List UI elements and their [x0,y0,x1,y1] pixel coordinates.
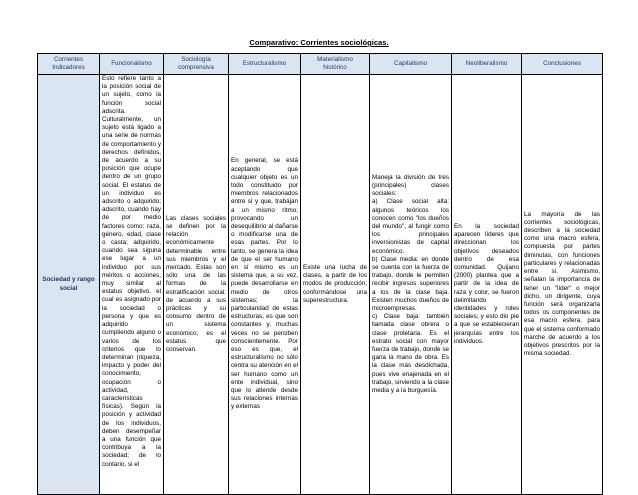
header-neoliberalismo: Neoliberalismo [452,54,522,75]
cell-materialismo-historico: Existe una lucha de clases, a partir de los modos de producción; conformándose una superestructura. [301,75,370,495]
cell-estructuralismo: En general, se está aceptando que cualquier objeto es un todo constituido por miembros relacionados entre sí y que, trabajan a un mismo ritmo; provocando un desequilibrio al dañarse o modificarse una de esas partes. Por lo tanto, se genera la idea de que el ser humano en sí mismo es un sistema que, a su vez, puede desarrollarse en medio de otros sistemas; la particularidad de estas estructuras, es que son constantes y, muchas veces no se perciben conscientemente. Por eso es que, el estructuralismo no sólo centra su atención en el ser humano como un ente individual, sino que lo atiende desde sus relaciones internas y externas [229,75,301,495]
header-capitalismo: Capitalismo [370,54,452,75]
row-label-sociedad: Sociedad y rango social [38,75,100,495]
header-row [38,54,603,75]
header-estructuralismo: Estructuralismo [229,54,301,75]
header-materialismo-historico: Materialismo histórico [301,54,370,75]
document-title: Comparativo: Corrientes sociológicas. [249,38,389,47]
header-conclusiones: Conclusiones [522,54,603,75]
header-funcionalismo: Funcionalismo [100,54,164,75]
cell-neoliberalismo: En la sociedad aparecen líderes que direccionan los objetivos deseados dentro de esa comunidad. Quijano (2000) plantea que a partir de la idea de raza y color, se fueron delimitando identidades y roles sociales; y esto dio pie a que se establecieran jerarquías entre los individuos. [452,75,522,495]
cell-conclusiones: La mayoría de las corrientes sociológicas, describen a la sociedad como una macro esfera, compuesta por partes diminutas, con funciones particulares y relacionadas entre sí. Asimismo, señalan la importancia de tener un "líder" o mejor dicho, un dirigente, cuya función será organizarla todos os componentes de esa macro esfera, para que el sistema conformado marche de acuerdo a los objetivos prescritos por la misma sociedad. [522,75,603,495]
table-row [38,75,603,495]
cell-capitalismo: Maneja la división de tres (principales) clases sociales: a) Clase social alta: algunos teóricos los conocen como "los dueños del mundo", al fungir como los principales inversionistas de capital económico. b) Clase media: en donde se cuenta con la fuerza de trabajo, donde le permiten recibir ingresos superiores a los de la clase baja. Existen muchos dueños de microempresas. c) Clase baja: también llamada clase obrera o clase proletaria. Es el estrato social con mayor fuerza de trabajo, donde se gana la mano de obra. Es la clase más desdichada, pues vive enajenada en el trabajo, sirviendo a la clase media y a la burguesía. [370,75,452,495]
comparison-table [37,53,603,495]
cell-sociologia-comprensiva: Las clases sociales se definen por la relación económicamente determinable entre sus miembros y el mercado. Estas son sólo una de las formas de la estratificación social: de acuerdo a sus prácticas y su consumo dentro de un sistema económico, es el estatus que conservan. [164,75,229,495]
header-corrientes-indicadores: Corrientes Indicadores [38,54,100,75]
header-sociologia-comprensiva: Sociología comprensiva [164,54,229,75]
cell-funcionalismo: Esto refiere tanto a la posición social de un sujeto, como la función social adscrita. Culturalmente, un sujeto está ligado a una serie de normas de comportamiento y derechos definidos, de acuerdo a su posición que ocupe dentro de un grupo social. El estatus de un individuo es adscrito o adquirido; adscrito, cuando hay de por medio factores como: raza, género, edad, clase o casta; adquirido, cuando sea siguna ese lugar a un individuo por sus méritos o acciones, muy similar al estatus objetivo, el cual es asignado por la sociedad o persona y que es adquirido cumpliendo alguno o varios de los criterios que lo determinan (riqueza, impacto y poder del conocimiento, ocupación o actividad, características físicas). Según la posición y actividad de los individuos, deben desempeñar a una función que contribuya a la sociedad; de lo contario, si el [100,75,164,495]
